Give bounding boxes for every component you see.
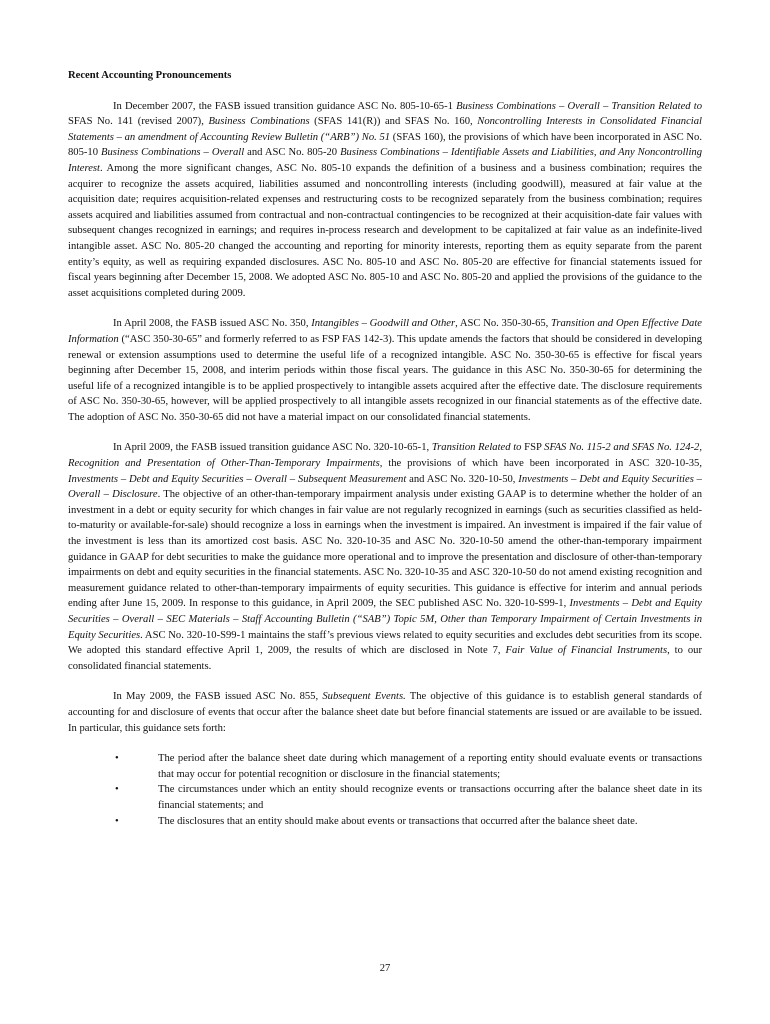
italic-title: Transition and Open Effective Date Information [68,318,702,345]
list-item [68,751,702,782]
italic-title: SFAS No. 115-2 and SFAS No. 124-2, Recognition and Presentation of Other-Than-Temporary Impairments, [68,442,702,470]
text-segment: . Among the more significant changes, ASC No. 805-10 expands the definition of a business and a business combination; requires the acquirer to recognize the assets acquired, liabilities assumed and noncontrolling interests (including goodwill), measured at fair value at the acquisition date; requires acquisition-related expenses and restructuring costs to be recognized separately from the business combination; requires assets acquired and liabilities assumed from contractual and non-contractual contingencies to be recognized at their acquisition-date fair values with subsequent changes recognized in earnings; and requires in-process research and development to be capitalized at fair value as an indefinite-lived intangible asset. ASC No. 805-20 changed the accounting and reporting for minority interests, reporting them as equity separate from the parent entity’s equity, as well as requiring expanded disclosures. ASC No. 805-10 and ASC No. 805-20 are effective for financial statements issued for fiscal years beginning after December 15, 2008. We adopted ASC No. 805-10 and ASC No. 805-20 and applied the provisions of the guidance to the asset acquisitions completed during 2009. [68,162,702,299]
bullet-icon: • [115,753,119,765]
text-segment: and ASC No. 805-20 [244,147,341,159]
italic-title: Business Combinations – Overall – Transition Related to [456,100,702,112]
italic-title: Investments – Debt and Equity Securities – Overall – Disclosure [68,473,702,501]
list-item [68,814,702,830]
text-segment: The objective of this guidance is to establish general standards of accounting for and disclosure of events that occur after the balance sheet date but before financial statements are issued or are available to be issued. In particular, this guidance sets forth: [68,691,702,734]
italic-title: Business Combinations – Identifiable Assets and Liabilities, and Any Noncontrolling Interest [68,147,702,174]
text-segment: . The objective of an other-than-temporary impairment analysis under existing GAAP is to determine whether the holder of an investment in a debt or equity security for which changes in fair value are not regularly recognized in earnings (such as securities classified as held-to-maturity or available-for-sale) should recognize a loss in earnings when the investment is impaired. An investment is impaired if the fair value of the investment is less than its amortized cost basis. ASC No. 320-10-35 and ASC No. 320-10-50 amend the other-than-temporary impairment guidance in GAAP for debt securities to make the guidance more operational and to improve the presentation and disclosure of other-than-temporary impairments on debt and equity securities in the financial statements. ASC No. 320-10-35 and ASC 320-10-50 do not amend existing recognition and measurement guidance related to other-than-temporary impairments of equity securities. This guidance is effective for interim and annual periods ending after June 15, 2009. In response to this guidance, in April 2009, the SEC published ASC No. 320-10-S99-1, [68,489,702,610]
list-item-text: The circumstances under which an entity should recognize events or transactions occurring after the balance sheet date in its financial statements; and [158,784,702,811]
bullet-icon: • [115,815,119,827]
text-segment: (SFAS 141(R)) and SFAS No. 160, [309,116,478,128]
text-segment: SFAS No. 141 (revised 2007), [68,116,209,128]
section-heading: Recent Accounting Pronouncements [68,70,232,81]
text-segment: the provisions of which have been incorporated in ASC 320-10-35, [382,458,702,470]
text-segment: FSP [521,442,545,454]
text-segment: , to our consolidated financial statements. [68,645,702,672]
text-segment: In April 2008, the FASB issued ASC No. 350, [113,318,312,330]
italic-title: Business Combinations – Overall [101,147,245,159]
italic-title: Fair Value of Financial Instruments [505,645,668,657]
text-segment: , ASC No. 350-30-65, [455,318,552,330]
paragraph-subsequent-events [68,689,702,736]
page-number: 27 [379,963,391,974]
page-content [68,68,702,829]
paragraph-business-combinations [68,99,702,302]
text-segment: (SFAS 160), the provisions of which have been incorporated in ASC No. 805-10 [68,131,702,159]
text-segment: (“ASC 350-30-65” and formerly referred to as FSP FAS 142-3). This update amends the factors that should be considered in developing renewal or extension assumptions used to determine the useful life of a recognized intangible. ASC No. 350-30-65 is effective for fiscal years beginning after December 15, 2008, and interim periods within those fiscal years. The guidance in this ASC No. 350-30-65 for determining the useful life of a recognized intangible is to be applied prospectively to intangible assets acquired after the effective date. The disclosure requirements of ASC No. 350-30-65, however, will be applied prospectively to all intangible assets recognized in our financial statements as of the effective date. The adoption of ASC No. 350-30-65 did not have a material impact on our consolidated financial statements. [68,333,702,423]
italic-title: Intangibles – Goodwill and Other [311,318,456,330]
text-segment: . ASC No. 320-10-S99-1 maintains the staff’s previous views related to equity securities and excludes debt securities from its scope. We adopted this standard effective April 1, 2009, the results of which are disclosed in Note 7, [68,629,703,657]
italic-title: Investments – Debt and Equity Securities – Overall – SEC Materials – Staff Accounting Bulletin (“SAB”) Topic 5M, Other than Temporary Impairment of Certain Investments in Equity Securities [68,598,702,641]
list-item-text: The disclosures that an entity should make about events or transactions that occurred after the balance sheet date. [158,815,638,827]
text-segment: In April 2009, the FASB issued transition guidance ASC No. 320-10-65-1, [113,442,432,454]
text-segment: In May 2009, the FASB issued ASC No. 855, [113,691,323,703]
text-segment: In December 2007, the FASB issued transition guidance ASC No. 805-10-65-1 [113,100,457,112]
list-item [68,782,702,813]
italic-title: Transition Related to [431,442,522,454]
italic-title: Business Combinations [208,116,310,128]
paragraph-investments [68,440,702,674]
bullet-icon: • [115,784,119,796]
italic-title: Noncontrolling Interests in Consolidated Financial Statements – an amendment of Accounting Review Bulletin (“ARB”) No. 51 [68,116,702,143]
text-segment: and ASC No. 320-10-50, [406,473,519,485]
italic-title: Subsequent Events. [322,691,406,703]
list-item-text: The period after the balance sheet date during which management of a reporting entity should evaluate events or transactions that may occur for potential recognition or disclosure in the financial statements; [158,753,702,780]
bullet-list [68,751,702,829]
italic-title: Investments – Debt and Equity Securities – Overall – Subsequent Measurement [68,473,407,485]
paragraph-intangibles [68,316,702,425]
